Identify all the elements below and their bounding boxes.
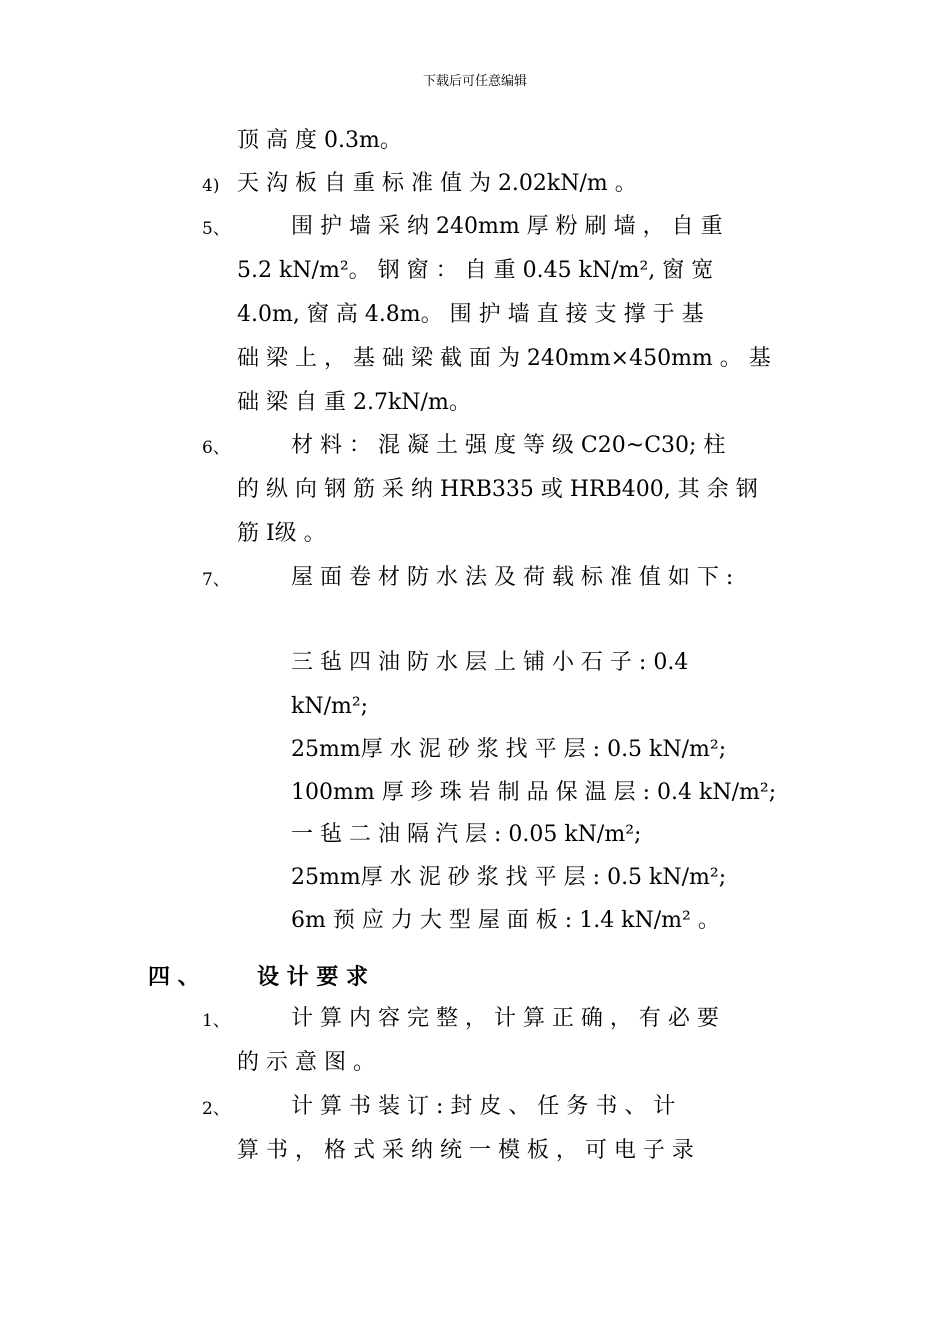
section-title: 设 计 要 求 [257, 965, 368, 990]
text-line: 计 算 内 容 完 整 ， 计 算 正 确 ， 有 必 要 [291, 1006, 719, 1031]
text-line: 6m 预 应 力 大 型 屋 面 板 : 1.4 kN/m² 。 [291, 908, 720, 933]
text-line: 础 梁 上 ， 基 础 梁 截 面 为 240mm×450mm 。 基 [237, 346, 771, 371]
text-line: 三 毡 四 油 防 水 层 上 铺 小 石 子 : 0.4 [291, 650, 689, 675]
text-line: 计 算 书 装 订 : 封 皮 、 任 务 书 、 计 [291, 1094, 676, 1119]
text-line: 的 示 意 图 。 [237, 1050, 375, 1075]
text-line: 顶 高 度 0.3m。 [237, 128, 402, 153]
text-line: 5.2 kN/m²。 钢 窗 ： 自 重 0.45 kN/m², 窗 宽 [237, 258, 714, 283]
item-number: 2、 [202, 1099, 230, 1119]
text-line: kN/m²; [291, 694, 369, 719]
text-line: 算 书 ， 格 式 采 纳 统 一 模 板 ， 可 电 子 录 [237, 1138, 694, 1163]
text-line: 的 纵 向 钢 筋 采 纳 HRB335 或 HRB400, 其 余 钢 [237, 477, 758, 502]
item-number: 7、 [202, 570, 230, 590]
section-number: 四 、 [148, 965, 200, 990]
item-number: 1、 [202, 1011, 230, 1031]
text-line: 4.0m, 窗 高 4.8m。 围 护 墙 直 接 支 撑 于 基 [237, 302, 704, 327]
text-line: 100mm 厚 珍 珠 岩 制 品 保 温 层 : 0.4 kN/m²; [291, 780, 777, 805]
text-line: 屋 面 卷 材 防 水 法 及 荷 载 标 准 值 如 下 : [291, 565, 734, 590]
item-number: 5、 [202, 219, 230, 239]
text-line: 材 料 ： 混 凝 土 强 度 等 级 C20~C30; 柱 [291, 433, 726, 458]
text-line: 筋 I级 。 [237, 521, 326, 546]
text-line: 础 梁 自 重 2.7kN/m。 [237, 390, 471, 415]
item-number: 4) [202, 176, 220, 196]
text-line: 一 毡 二 油 隔 汽 层 : 0.05 kN/m²; [291, 822, 642, 847]
text-line: 25mm厚 水 泥 砂 浆 找 平 层 : 0.5 kN/m²; [291, 865, 727, 890]
text-line: 围 护 墙 采 纳 240mm 厚 粉 刷 墙 ， 自 重 [291, 214, 723, 239]
text-line: 天 沟 板 自 重 标 准 值 为 2.02kN/m 。 [237, 171, 637, 196]
page-header: 下载后可任意编辑 [422, 74, 527, 89]
item-number: 6、 [202, 438, 230, 458]
text-line: 25mm厚 水 泥 砂 浆 找 平 层 : 0.5 kN/m²; [291, 737, 727, 762]
